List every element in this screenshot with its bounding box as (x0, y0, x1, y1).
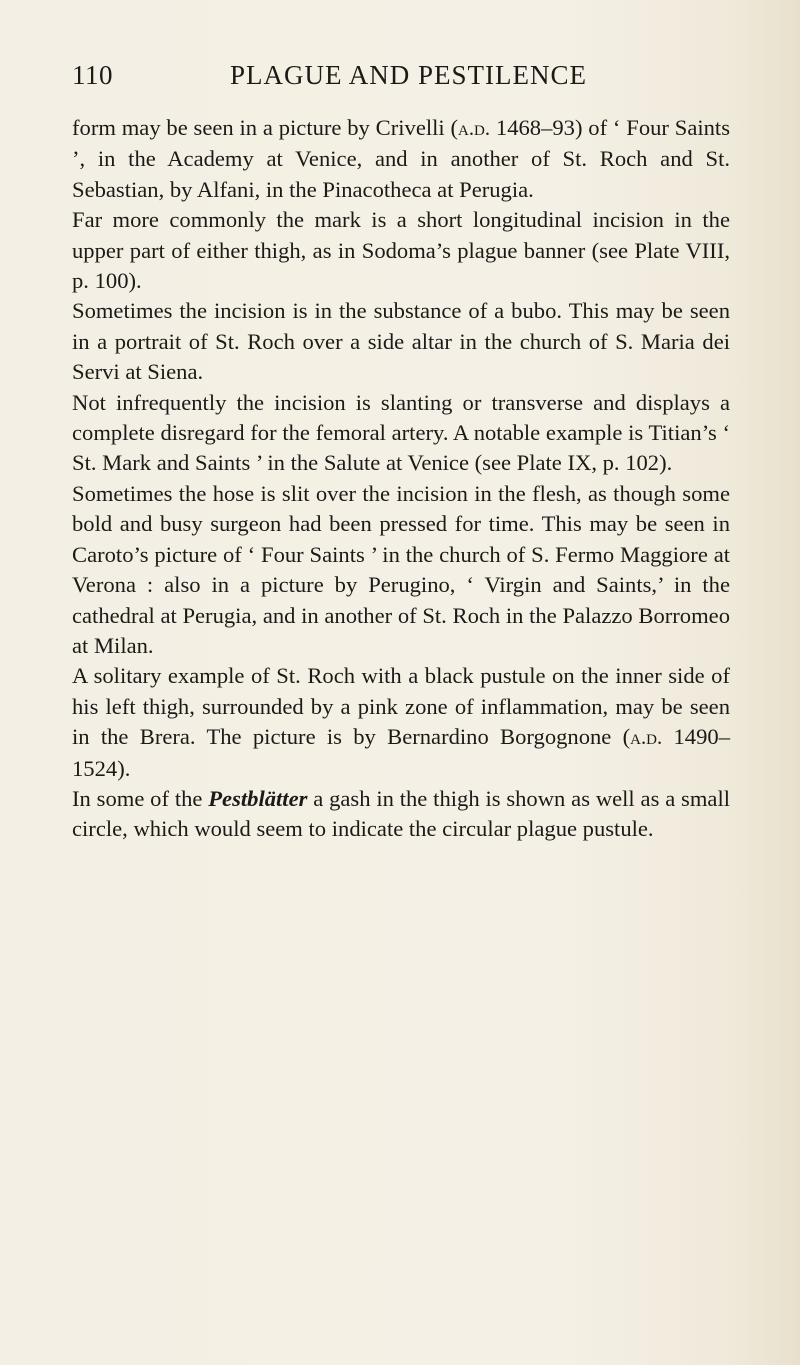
paragraph-text: Not infrequently the incision is slanting or transverse and displays a complete disregard for the femoral artery. A notable example is Titian’s ‘ St. Mark and Saints ’ in the Salute at Venice (see Plate IX, p. 102). (72, 389, 730, 476)
paragraph (72, 113, 730, 205)
paragraph-text: Far more commonly the mark is a short longitudinal incision in the upper part of either thigh, as in Sodoma’s plague banner (see Plate VIII, p. 100). (72, 207, 730, 294)
body-text (72, 113, 730, 845)
page-title: PLAGUE AND PESTILENCE (230, 60, 587, 90)
page-number: 110 (72, 60, 113, 90)
paragraph-text: A solitary example of St. Roch with a black pustule on the inner side of his left thigh, surrounded by a pink zone of inflammation, may be seen in the Brera. The picture is by Bernardino Borgognone ( (72, 663, 730, 750)
running-head (72, 60, 728, 100)
paragraph-text: a gash in the thigh is shown as well as a small circle, which would seem to indicate the circular plague pustule. (72, 785, 730, 842)
paragraph-text: 1490–1524). (72, 724, 730, 781)
paragraph-text: In some of the (72, 785, 209, 811)
era-abbreviation: a.d. (458, 117, 491, 140)
era-abbreviation: a.d. (630, 726, 663, 750)
paragraph (72, 479, 730, 661)
paragraph-text: Sometimes the hose is slit over the incision in the flesh, as though some bold and busy surgeon had been pressed for time. This may be seen in Caroto’s picture of ‘ Four Saints ’ in the church of S. Fermo Maggiore at Verona : also in a picture by Perugino, ‘ Virgin and Saints,’ in the cathedral at Perugia, and in another of St. Roch in the Palazzo Borromeo at Milan. (72, 480, 730, 658)
paragraph-text: 1468–93) of ‘ Four Saints ’, in the Academy at Venice, and in another of St. Roch and St. Sebastian, by Alfani, in the Pinacotheca at Perugia. (72, 115, 730, 202)
paragraph (72, 205, 730, 296)
paragraph (72, 388, 730, 479)
paragraph-text: Sometimes the incision is in the substance of a bubo. This may be seen in a portrait of St. Roch over a side altar in the church of S. Maria dei Servi at Siena. (72, 298, 730, 385)
paragraph (72, 661, 730, 784)
paragraph (72, 784, 730, 845)
paragraph (72, 296, 730, 387)
paragraph-text: form may be seen in a picture by Crivelli ( (72, 115, 459, 140)
italic-term: Pestblätter (208, 785, 308, 811)
